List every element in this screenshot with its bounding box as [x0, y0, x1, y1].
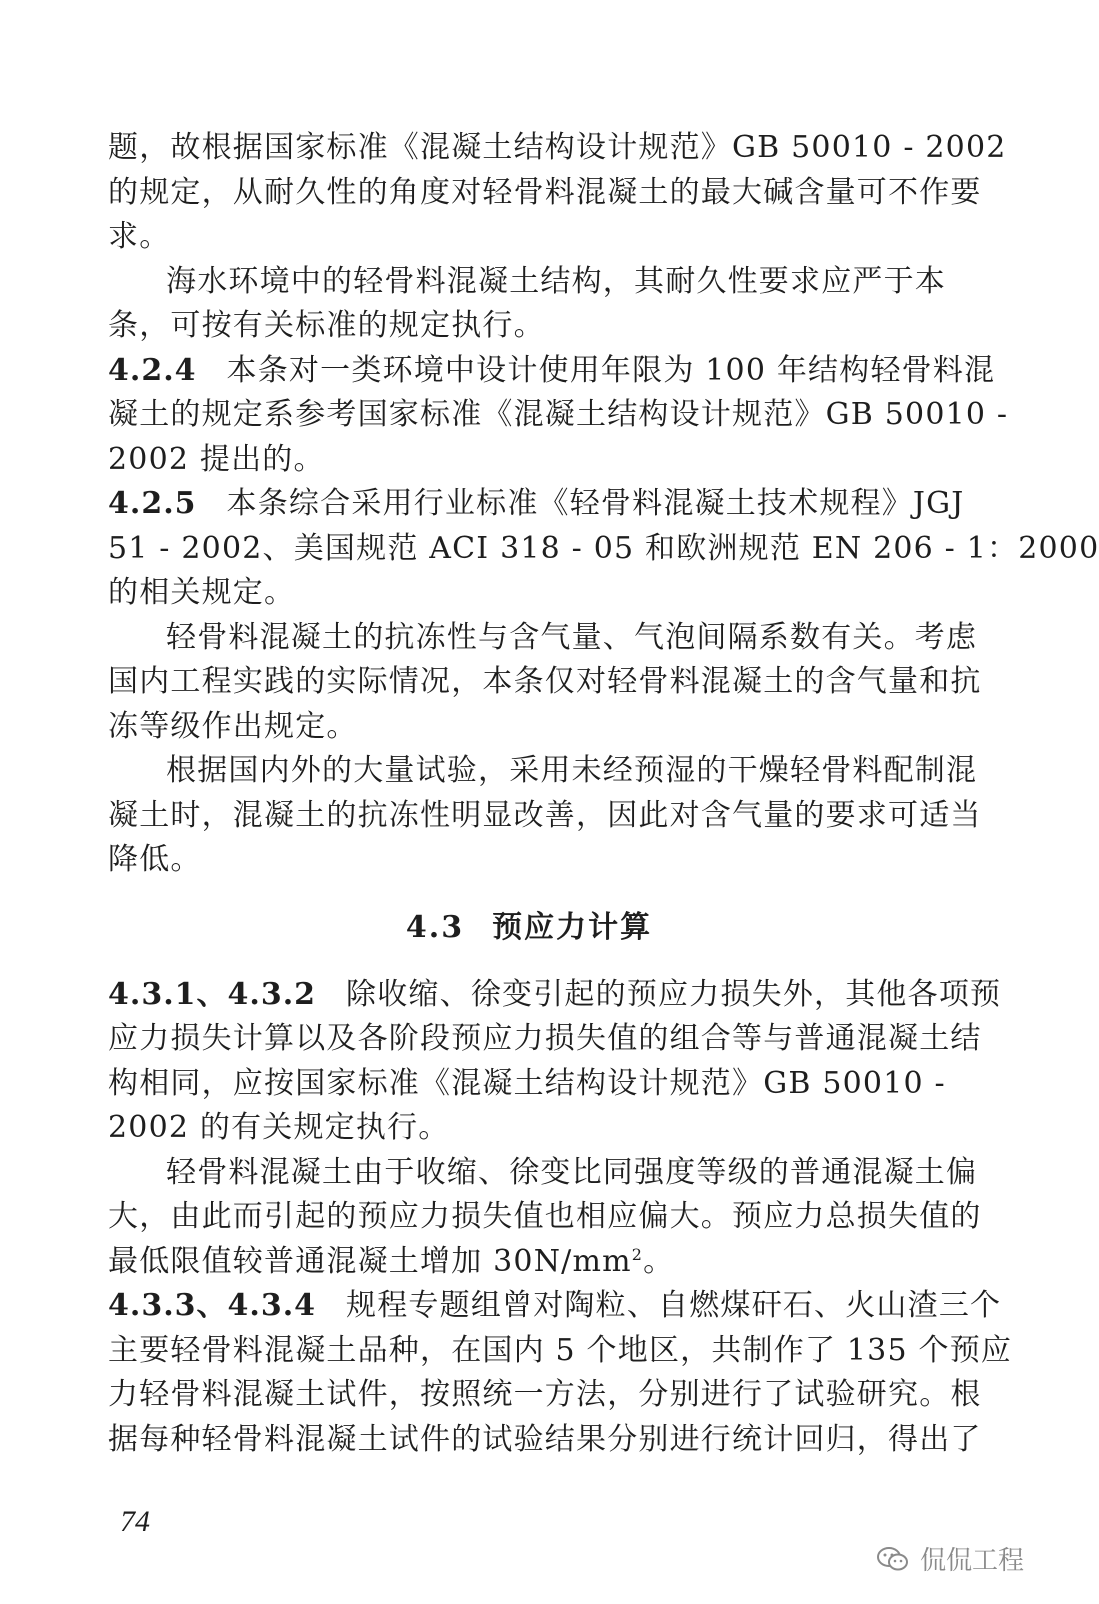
text-line: 海水环境中的轻骨料混凝土结构，其耐久性要求应严于本	[166, 263, 946, 299]
wechat-icon	[876, 1546, 910, 1572]
text-line: 力轻骨料混凝土试件，按照统一方法，分别进行了试验研究。根	[108, 1377, 982, 1412]
text-line: 的相关规定。	[108, 575, 296, 610]
text-line: 凝土的规定系参考国家标准《混凝土结构设计规范》GB 50010 -	[108, 397, 1009, 432]
clause-4-2-5	[108, 482, 965, 527]
section-number: 4.3	[405, 909, 465, 945]
text-line: 求。	[108, 219, 171, 254]
clause-text: 规程专题组曾对陶粒、自燃煤矸石、火山渣三个	[346, 1288, 1002, 1323]
text-line: 构相同，应按国家标准《混凝土结构设计规范》GB 50010 -	[108, 1065, 946, 1101]
page-number: 74	[120, 1505, 150, 1538]
text-line: 大，由此而引起的预应力损失值也相应偏大。预应力总损失值的	[108, 1199, 982, 1234]
text-line: 应力损失计算以及各阶段预应力损失值的组合等与普通混凝土结	[108, 1021, 982, 1056]
text-line: 的规定，从耐久性的角度对轻骨料混凝土的最大碱含量可不作要	[108, 174, 982, 210]
clause-number: 4.2.5	[108, 486, 197, 521]
text-line: 2002 的有关规定执行。	[108, 1110, 450, 1145]
clause-number: 4.2.4	[108, 352, 197, 388]
clause-4-3-3	[108, 1284, 1002, 1329]
clause-number: 4.3.3、4.3.4	[108, 1288, 317, 1323]
section-title: 预应力计算	[492, 909, 653, 945]
text-line: 51 - 2002、美国规范 ACI 318 - 05 和欧洲规范 EN 206 - 1：2000	[108, 530, 1099, 566]
text-line: 凝土时，混凝土的抗冻性明显改善，因此对含气量的要求可适当	[108, 797, 982, 833]
text-line: 降低。	[108, 842, 202, 877]
clause-text: 本条综合采用行业标准《轻骨料混凝土技术规程》JGJ	[226, 486, 965, 521]
clause-text: 本条对一类环境中设计使用年限为 100 年结构轻骨料混	[226, 352, 996, 388]
text-line: 主要轻骨料混凝土品种，在国内 5 个地区，共制作了 135 个预应	[108, 1332, 1013, 1368]
text-line: 2002 提出的。	[108, 441, 325, 477]
superscript: 2	[631, 1244, 644, 1264]
text-line	[108, 1240, 950, 1285]
clause-number: 4.3.1、4.3.2	[108, 976, 317, 1012]
text-segment: 。	[643, 1243, 675, 1279]
body-text	[108, 126, 1099, 1462]
text-line: 题，故根据国家标准《混凝土结构设计规范》GB 50010 - 2002	[108, 130, 1007, 165]
text-line: 据每种轻骨料混凝土试件的试验结果分别进行统计回归，得出了	[108, 1421, 982, 1457]
text-line: 根据国内外的大量试验，采用未经预湿的干燥轻骨料配制混	[166, 753, 978, 788]
clause-4-2-4	[108, 349, 996, 394]
text-segment: 最低限值较普通混凝土增加 30N/mm	[108, 1243, 632, 1279]
watermark	[876, 1540, 1024, 1577]
section-heading	[108, 897, 950, 959]
text-line: 轻骨料混凝土由于收缩、徐变比同强度等级的普通混凝土偏	[166, 1154, 978, 1190]
text-line: 条，可按有关标准的规定执行。	[108, 308, 545, 343]
watermark-text: 侃侃工程	[919, 1546, 1024, 1576]
clause-text: 除收缩、徐变引起的预应力损失外，其他各项预	[346, 976, 1002, 1012]
clause-4-3-1	[108, 973, 1002, 1018]
text-line: 国内工程实践的实际情况，本条仅对轻骨料混凝土的含气量和抗	[108, 664, 982, 699]
text-line: 冻等级作出规定。	[108, 708, 358, 744]
text-line: 轻骨料混凝土的抗冻性与含气量、气泡间隔系数有关。考虑	[166, 619, 978, 655]
